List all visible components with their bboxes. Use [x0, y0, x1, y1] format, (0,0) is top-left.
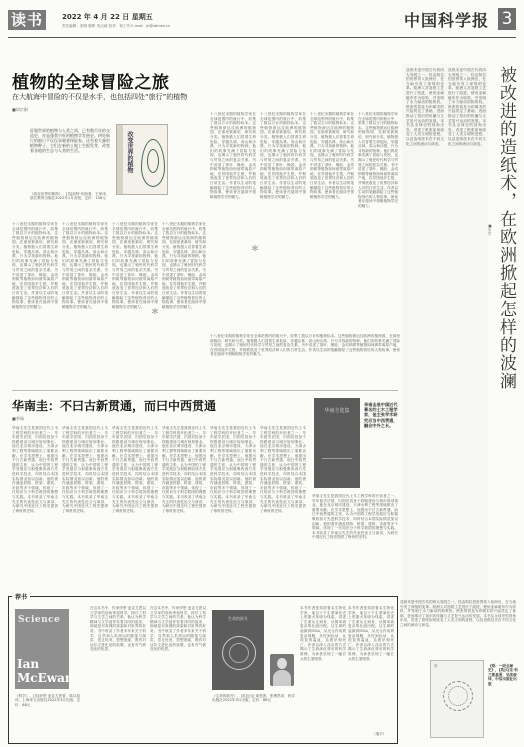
- article1-intro: 征服世界的植物与人类之间，已有数百年的交流史，亦是蓬勃兴旺的植物学发展史。四处航行的船只不仅仅承载着探险家，还有着大量的植物种子，它们在新的土地上生根发芽，改变着各地的生态与人类的生活。: [30, 128, 110, 153]
- article2-col: 华南圭先生是我国近代土木工程学科的开拓者之一，早年留学法国，归国后投身于铁路建设与城市规划事业。他在北京城市建设、天津水利工程等领域做出了重要贡献。在学术思想上，他提出不曰古新贯通，而曰中西贯通的主张，认为中国的工程学发展应当积极吸收西方先进科学技术，同时结合本国实际情况加以创新。他的著作涵盖铁路、桥梁、建筑、市政等多个领域，体现了一代知识分子科学救国的理想与实践。本书收录了华南圭先生的代表性论文与演讲，为研究中国近代工程史提供了珍贵的史料。: [260, 426, 306, 513]
- article1-author: ■胡宗刚: [12, 107, 28, 112]
- article2-col: 华南圭先生是我国近代土木工程学科的开拓者之一，早年留学法国，归国后投身于铁路建设与城市规划事业。他在北京城市建设、天津水利工程等领域做出了重要贡献。在学术思想上，他提出不曰古新贯通，而曰中西贯通的主张，认为中国的工程学发展应当积极吸收西方先进科学技术，同时结合本国实际情况加以创新。他的著作涵盖铁路、桥梁、建筑、市政等多个领域，体现了一代知识分子科学救国的理想与实践。本书收录了华南圭先生的代表性论文与演讲，为研究中国近代工程史提供了珍贵的史料。: [62, 426, 108, 513]
- editors-line: 责任编辑：张晴 陈彬 朱汉斌 校对：何工劳 E-mail：jh@stimes.cn: [62, 24, 171, 28]
- reco-book2-cover: [212, 610, 264, 690]
- article1-col: 十八世纪末期的植物学家在全球范围内的航行中，收集了数以万计的植物标本。这些植物被运往欧洲的植物园，在那里被栽培、研究和分类。植物猎人们冒着生命危险，穿越丛林、高山和沙漠，只为寻找新的物种。他们的故事充满了冒险与发现，也揭示了殖民时代科学与贸易之间的复杂关系。书中讲述了茶叶、橡胶、金鸡纳树等植物如何被带离原产地，在异国他乡生根，并彻底改变了世界经济和人们的日常生活。作者以生动的笔触描绘了这些植物背后的人物故事，使读者在阅读中领略植物学史的魅力。: [310, 112, 354, 199]
- reco-book1-caption: 《科学》，[英]伊恩·麦克尤恩著，陈以侃译，上海译文出版社2022年3月出版，定价：68元: [15, 694, 81, 707]
- article1-book-cover: [116, 124, 168, 195]
- recommendations-label: 荐书: [12, 592, 30, 601]
- book-cover-title: 生命的跃升: [228, 616, 248, 621]
- book-cover-title: 纸: [434, 664, 438, 668]
- article1-col: 十八世纪末期的植物学家在全球范围内的航行中，收集了数以万计的植物标本。这些植物被运往欧洲的植物园，在那里被栽培、研究和分类。植物猎人们冒着生命危险，穿越丛林、高山和沙漠，只为寻找新的物种。他们的故事充满了冒险与发现，也揭示了殖民时代科学与贸易之间的复杂关系。书中讲述了茶叶、橡胶、金鸡纳树等植物如何被带离原产地，在异国他乡生根，并彻底改变了世界经济和人们的日常生活。作者以生动的笔触描绘了这些植物背后的人物故事，使读者在阅读中领略植物学史的魅力。: [210, 112, 256, 199]
- section-separator: ＊: [151, 307, 159, 316]
- sidebar-col: 造纸术是中国古代的四大发明之一，经由阿拉伯世界传入欧洲后，在当地引发了深刻的变革。欧洲人对造纸工艺进行了改进，使用亚麻破布作为原料，并发明了水力驱动的捣浆机。纸张的普及为印刷术的兴起奠定了基础，进而推动了知识的传播与文艺复兴运动的发展。本书从全球史的视角出发，讲述了纸张如何改变了人类文明的进程，以及造纸技术在不同文化之间的流动与演变。: [400, 600, 516, 627]
- article1-col: 十八世纪末期的植物学家在全球范围内的航行中，收集了数以万计的植物标本。这些植物被运往欧洲的植物园，在那里被栽培、研究和分类。植物猎人们冒着生命危险，穿越丛林、高山和沙漠，只为寻找新的物种。他们的故事充满了冒险与发现，也揭示了殖民时代科学与贸易之间的复杂关系。书中讲述了茶叶、橡胶、金鸡纳树等植物如何被带离原产地，在异国他乡生根，并彻底改变了世界经济和人们的日常生活。作者以生动的笔触描绘了这些植物背后的人物故事，使读者在阅读中领略植物学史的魅力。: [12, 222, 58, 309]
- reco-book1-cover: [15, 609, 74, 689]
- section-separator: ＊: [251, 244, 259, 253]
- book-cover-title: 改变世界的植物: [126, 131, 133, 173]
- article1-headline: 植物的全球冒险之旅: [12, 73, 170, 93]
- sidebar-col: 造纸术是中国古代的四大发明之一，经由阿拉伯世界传入欧洲后，在当地引发了深刻的变革。欧洲人对造纸工艺进行了改进，使用亚麻破布作为原料，并发明了水力驱动的捣浆机。纸张的普及为印刷术的兴起奠定了基础，进而推动了知识的传播与文艺复兴运动的发展。本书从全球史的视角出发，讲述了纸张如何改变了人类文明的进程，以及造纸技术在不同文化之间的流动与演变。: [448, 68, 486, 146]
- article1-col: 十八世纪末期的植物学家在全球范围内的航行中，收集了数以万计的植物标本。这些植物被运往欧洲的植物园，在那里被栽培、研究和分类。植物猎人们冒着生命危险，穿越丛林、高山和沙漠，只为寻找新的物种。他们的故事充满了冒险与发现，也揭示了殖民时代科学与贸易之间的复杂关系。书中讲述了茶叶、橡胶、金鸡纳树等植物如何被带离原产地，在异国他乡生根，并彻底改变了世界经济和人们的日常生活。作者以生动的笔触描绘了这些植物背后的人物故事，使读者在阅读中领略植物学史的魅力。: [112, 222, 158, 309]
- book-cover-author: Ian McEwan: [17, 657, 74, 685]
- person-body: [273, 670, 291, 686]
- article1-subheadline: 在大航海中冒险的不仅是水手，也包括四处“旅行”的植物: [12, 93, 188, 101]
- header-rule: [8, 37, 516, 38]
- cover-rule: [322, 458, 352, 459]
- reco-end-mark: （瑞平）: [372, 732, 387, 736]
- book-cover-title: Science: [18, 615, 61, 625]
- reco-book1-col: 在这本书中，作家伊恩·麦克尤恩以文学家的视角审视科学，探讨了科学与文学之间的关系。他认为科学精神与文学创作有着共同的追求，那就是对真理的探索和对世界的好奇。书中收录了作者多年来关于科学、自然和人类命运的随笔与演讲，语言优美，思想深邃，既有对达尔文进化论的致敬，也有对气候变化的忧思。: [90, 606, 146, 652]
- issue-date: 2022 年 4 月 22 日 星期五: [62, 13, 153, 21]
- page-number: 3: [498, 8, 516, 30]
- sidebar-col: 造纸术是中国古代的四大发明之一，经由阿拉伯世界传入欧洲后，在当地引发了深刻的变革。欧洲人对造纸工艺进行了改进，使用亚麻破布作为原料，并发明了水力驱动的捣浆机。纸张的普及为印刷术的兴起奠定了基础，进而推动了知识的传播与文艺复兴运动的发展。本书从全球史的视角出发，讲述了纸张如何改变了人类文明的进程，以及造纸技术在不同文化之间的流动与演变。: [406, 68, 444, 146]
- reco-book1-col: 在这本书中，作家伊恩·麦克尤恩以文学家的视角审视科学，探讨了科学与文学之间的关系。他认为科学精神与文学创作有着共同的追求，那就是对真理的探索和对世界的好奇。书中收录了作者多年来关于科学、自然和人类命运的随笔与演讲，语言优美，思想深邃，既有对达尔文进化论的致敬，也有对气候变化的忧思。: [150, 606, 206, 652]
- article1-col: 十八世纪末期的植物学家在全球范围内的航行中，收集了数以万计的植物标本。这些植物被运往欧洲的植物园，在那里被栽培、研究和分类。植物猎人们冒着生命危险，穿越丛林、高山和沙漠，只为寻找新的物种。他们的故事充满了冒险与发现，也揭示了殖民时代科学与贸易之间的复杂关系。书中讲述了茶叶、橡胶、金鸡纳树等植物如何被带离原产地，在异国他乡生根，并彻底改变了世界经济和人们的日常生活。作者以生动的笔触描绘了这些植物背后的人物故事，使读者在阅读中领略植物学史的魅力。: [358, 112, 398, 208]
- article1-col: 十八世纪末期的植物学家在全球范围内的航行中，收集了数以万计的植物标本。这些植物被运往欧洲的植物园，在那里被栽培、研究和分类。植物猎人们冒着生命危险，穿越丛林、高山和沙漠，只为寻找新的物种。他们的故事充满了冒险与发现，也揭示了殖民时代科学与贸易之间的复杂关系。书中讲述了茶叶、橡胶、金鸡纳树等植物如何被带离原产地，在异国他乡生根，并彻底改变了世界经济和人们的日常生活。作者以生动的笔触描绘了这些植物背后的人物故事，使读者在阅读中领略植物学史的魅力。: [62, 222, 108, 309]
- reco-book2-col: 本书作者是英国著名生物化学家，他以十个生命演化史上的重大发明为线索，讲述了生命从无到有、从简单到复杂的壮丽历程。从生命的起源到DNA，从光合作用到复杂细胞，从性到运动，从视觉到温血，从意识到死亡，作者以深入浅出的方式揭示了生命演化背后的科学原理，为读者呈现了一幅宏大的生命图景。: [300, 606, 346, 661]
- section-divider: [12, 390, 398, 391]
- article1-col: 十八世纪末期的植物学家在全球范围内的航行中，收集了数以万计的植物标本。这些植物被运往欧洲的植物园，在那里被栽培、研究和分类。植物猎人们冒着生命危险，穿越丛林、高山和沙漠，只为寻找新的物种。他们的故事充满了冒险与发现，也揭示了殖民时代科学与贸易之间的复杂关系。书中讲述了茶叶、橡胶、金鸡纳树等植物如何被带离原产地，在异国他乡生根，并彻底改变了世界经济和人们的日常生活。作者以生动的笔触描绘了这些植物背后的人物故事，使读者在阅读中领略植物学史的魅力。: [260, 112, 306, 199]
- article2-headline: 华南圭：不曰古新贯通，而曰中西贯通: [12, 399, 217, 413]
- article2-col: 华南圭先生是我国近代土木工程学科的开拓者之一，早年留学法国，归国后投身于铁路建设与城市规划事业。他在北京城市建设、天津水利工程等领域做出了重要贡献。在学术思想上，他提出不曰古新贯通，而曰中西贯通的主张，认为中国的工程学发展应当积极吸收西方先进科学技术，同时结合本国实际情况加以创新。他的著作涵盖铁路、桥梁、建筑、市政等多个领域，体现了一代知识分子科学救国的理想与实践。本书收录了华南圭先生的代表性论文与演讲，为研究中国近代工程史提供了珍贵的史料。: [12, 426, 58, 513]
- article1-col: 十八世纪末期的植物学家在全球范围内的航行中，收集了数以万计的植物标本。这些植物被运往欧洲的植物园，在那里被栽培、研究和分类。植物猎人们冒着生命危险，穿越丛林、高山和沙漠，只为寻找新的物种。他们的故事充满了冒险与发现，也揭示了殖民时代科学与贸易之间的复杂关系。书中讲述了茶叶、橡胶、金鸡纳树等植物如何被带离原产地，在异国他乡生根，并彻底改变了世界经济和人们的日常生活。作者以生动的笔触描绘了这些植物背后的人物故事，使读者在阅读中领略植物学史的魅力。: [210, 334, 400, 357]
- article2-col: 华南圭先生是我国近代土木工程学科的开拓者之一，早年留学法国，归国后投身于铁路建设与城市规划事业。他在北京城市建设、天津水利工程等领域做出了重要贡献。在学术思想上，他提出不曰古新贯通，而曰中西贯通的主张，认为中国的工程学发展应当积极吸收西方先进科学技术，同时结合本国实际情况加以创新。他的著作涵盖铁路、桥梁、建筑、市政等多个领域，体现了一代知识分子科学救国的理想与实践。本书收录了华南圭先生的代表性论文与演讲，为研究中国近代工程史提供了珍贵的史料。: [162, 426, 206, 513]
- author-photo: [270, 654, 294, 686]
- article2-col: 华南圭先生是我国近代土木工程学科的开拓者之一，早年留学法国，归国后投身于铁路建设与城市规划事业。他在北京城市建设、天津水利工程等领域做出了重要贡献。在学术思想上，他提出不曰古新贯通，而曰中西贯通的主张，认为中国的工程学发展应当积极吸收西方先进科学技术，同时结合本国实际情况加以创新。他的著作涵盖铁路、桥梁、建筑、市政等多个领域，体现了一代知识分子科学救国的理想与实践。本书收录了华南圭先生的代表性论文与演讲，为研究中国近代工程史提供了珍贵的史料。: [210, 426, 256, 513]
- reco-book2-col: 本书作者是英国著名生物化学家，他以十个生命演化史上的重大发明为线索，讲述了生命从无到有、从简单到复杂的壮丽历程。从生命的起源到DNA，从光合作用到复杂细胞，从性到运动，从视觉到温血，从意识到死亡，作者以深入浅出的方式揭示了生命演化背后的科学原理，为读者呈现了一幅宏大的生命图景。: [348, 606, 394, 661]
- book-cover-title: 华南圭选集: [324, 408, 350, 414]
- newspaper-logo: 中国科学报: [404, 11, 490, 30]
- article2-book-cover: [314, 398, 360, 488]
- article1-col: 十八世纪末期的植物学家在全球范围内的航行中，收集了数以万计的植物标本。这些植物被运往欧洲的植物园，在那里被栽培、研究和分类。植物猎人们冒着生命危险，穿越丛林、高山和沙漠，只为寻找新的物种。他们的故事充满了冒险与发现，也揭示了殖民时代科学与贸易之间的复杂关系。书中讲述了茶叶、橡胶、金鸡纳树等植物如何被带离原产地，在异国他乡生根，并彻底改变了世界经济和人们的日常生活。作者以生动的笔触描绘了这些植物背后的人物故事，使读者在阅读中领略植物学史的魅力。: [162, 222, 206, 309]
- article1-book-info: 《改变世界的植物》，[英]凯特·布朗著，王荣译，浙江教育出版社2022年1月出版，定价：108元: [30, 192, 110, 201]
- article2-author: ■李瑞: [12, 416, 24, 421]
- cell-illustration-icon: [229, 643, 249, 663]
- section-label: 读书: [8, 10, 46, 30]
- person-icon: [277, 658, 287, 669]
- leaf-icon: [147, 149, 159, 173]
- article2-col: 华南圭先生是我国近代土木工程学科的开拓者之一，早年留学法国，归国后投身于铁路建设与城市规划事业。他在北京城市建设、天津水利工程等领域做出了重要贡献。在学术思想上，他提出不曰古新贯通，而曰中西贯通的主张，认为中国的工程学发展应当积极吸收西方先进科学技术，同时结合本国实际情况加以创新。他的著作涵盖铁路、桥梁、建筑、市政等多个领域，体现了一代知识分子科学救国的理想与实践。本书收录了华南圭先生的代表性论文与演讲，为研究中国近代工程史提供了珍贵的史料。: [312, 494, 398, 540]
- book-spine: [117, 125, 123, 194]
- article2-pull-quote: 华南圭是中国近代著名的土木工程学家，他主张学术研究应当中西贯通，融会中外之长。: [364, 402, 398, 428]
- sidebar-author: ■宋学: [488, 224, 492, 236]
- reco-book2-caption: 《生命的跃升》，[英]尼克·莱恩著，张博然译，科学出版社2022年3月出版，定价：88元: [212, 694, 296, 703]
- circle-pattern-icon: [448, 686, 468, 706]
- article2-col: 华南圭先生是我国近代土木工程学科的开拓者之一，早年留学法国，归国后投身于铁路建设与城市规划事业。他在北京城市建设、天津水利工程等领域做出了重要贡献。在学术思想上，他提出不曰古新贯通，而曰中西贯通的主张，认为中国的工程学发展应当积极吸收西方先进科学技术，同时结合本国实际情况加以创新。他的著作涵盖铁路、桥梁、建筑、市政等多个领域，体现了一代知识分子科学救国的理想与实践。本书收录了华南圭先生的代表性论文与演讲，为研究中国近代工程史提供了珍贵的史料。: [112, 426, 158, 513]
- sidebar-book-cover: [430, 660, 484, 738]
- sidebar-title: 被改进的造纸术，在欧洲掀起怎样的波澜: [496, 66, 516, 390]
- sidebar-book-caption: 《纸：一段全球史》，[英]马克·科兰斯基著，吴奕俊译，中信出版社出版: [488, 664, 518, 686]
